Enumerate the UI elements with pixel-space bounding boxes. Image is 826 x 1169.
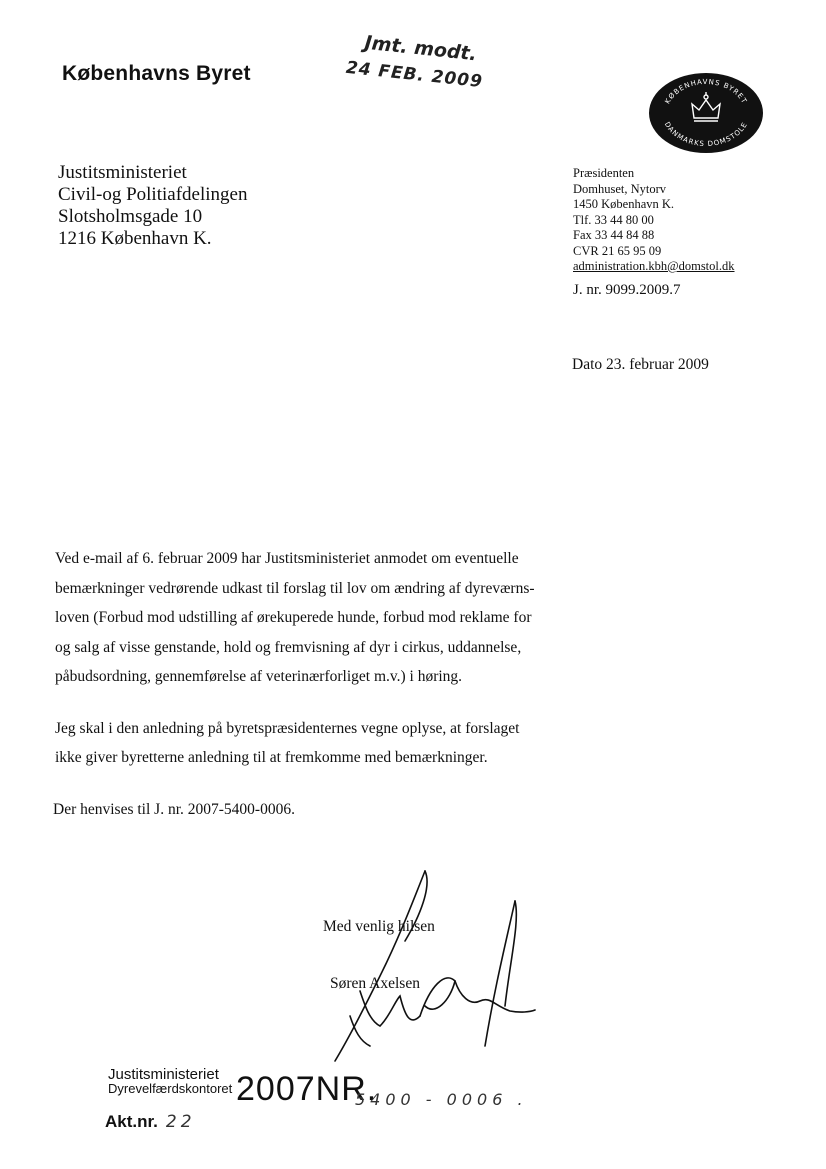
sender-email-link[interactable]: administration.kbh@domstol.dk	[573, 259, 735, 273]
recipient-line: Civil-og Politiafdelingen	[58, 184, 248, 205]
body-paragraph-3: Der henvises til J. nr. 2007-5400-0006.	[53, 801, 295, 818]
sender-line: Tlf. 33 44 80 00	[573, 212, 654, 227]
recipient-line: 1216 København K.	[58, 228, 212, 249]
stamp-date: 24 FEB. 2009	[344, 57, 484, 93]
sender-line: 1450 København K.	[573, 197, 675, 211]
crown-seal-icon	[648, 72, 764, 154]
sender-line: Fax 33 44 84 88	[573, 228, 655, 242]
stamp-received-text: Jmt. modt.	[363, 31, 478, 66]
ministry-stamp	[108, 1068, 232, 1096]
ministry-name: Justitsministeriet	[108, 1066, 219, 1083]
body-line: og salg af visse genstande, hold og fremvisning af dyr i cirkus, uddannelse,	[55, 638, 522, 656]
sender-line: Præsidenten	[573, 166, 635, 180]
sender-line: CVR 21 65 95 09	[573, 243, 662, 258]
body-paragraph-2	[55, 714, 595, 773]
body-line: Ved e-mail af 6. februar 2009 har Justitsministeriet anmodet om eventuelle	[55, 550, 519, 567]
sender-address	[573, 166, 735, 275]
recipient-line: Slotsholmsgade 10	[58, 206, 203, 227]
closing-greeting: Med venlig hilsen	[323, 918, 435, 935]
signer-name: Søren Axelsen	[330, 975, 420, 992]
body-line: ikke giver byretterne anledning til at fremkomme med bemærkninger.	[55, 749, 488, 766]
court-seal-logo	[648, 72, 764, 159]
body-paragraph-1	[55, 544, 595, 692]
body-line: bemærkninger vedrørende udkast til forslag til lov om ændring af dyreværns-	[55, 579, 535, 597]
body-line: påbudsordning, gennemførelse af veterinærforliget m.v.) i høring.	[55, 668, 463, 685]
ministry-office: Dyrevelfærdskontoret	[108, 1081, 233, 1096]
case-number-printed: 2007NR.	[236, 1070, 378, 1108]
seal-top-text: KØBENHAVNS BYRET	[663, 77, 749, 106]
seal-bottom-text: DANMARKS DOMSTOLE	[662, 120, 750, 149]
body-line: loven (Forbud mod udstilling af ørekuperede hunde, forbud mod reklame for	[55, 609, 532, 626]
letter-date: Dato 23. februar 2009	[572, 356, 709, 373]
sender-line: Domhuset, Nytorv	[573, 181, 667, 196]
handwritten-signature	[320, 866, 540, 1071]
akt-handwritten-number: 22	[165, 1112, 196, 1132]
akt-label: Akt.nr.	[105, 1112, 158, 1131]
journal-number: J. nr. 9099.2009.7	[573, 282, 681, 298]
letter-body	[55, 544, 595, 773]
court-name: Københavns Byret	[62, 62, 251, 85]
case-number-handwritten: 5400 - 0006 .	[355, 1090, 528, 1109]
akt-number	[105, 1112, 196, 1132]
recipient-line: Justitsministeriet	[58, 162, 187, 183]
body-line: Jeg skal i den anledning på byretspræsidenternes vegne oplyse, at forslaget	[55, 719, 520, 737]
received-stamp	[345, 30, 487, 92]
recipient-address	[58, 162, 247, 250]
